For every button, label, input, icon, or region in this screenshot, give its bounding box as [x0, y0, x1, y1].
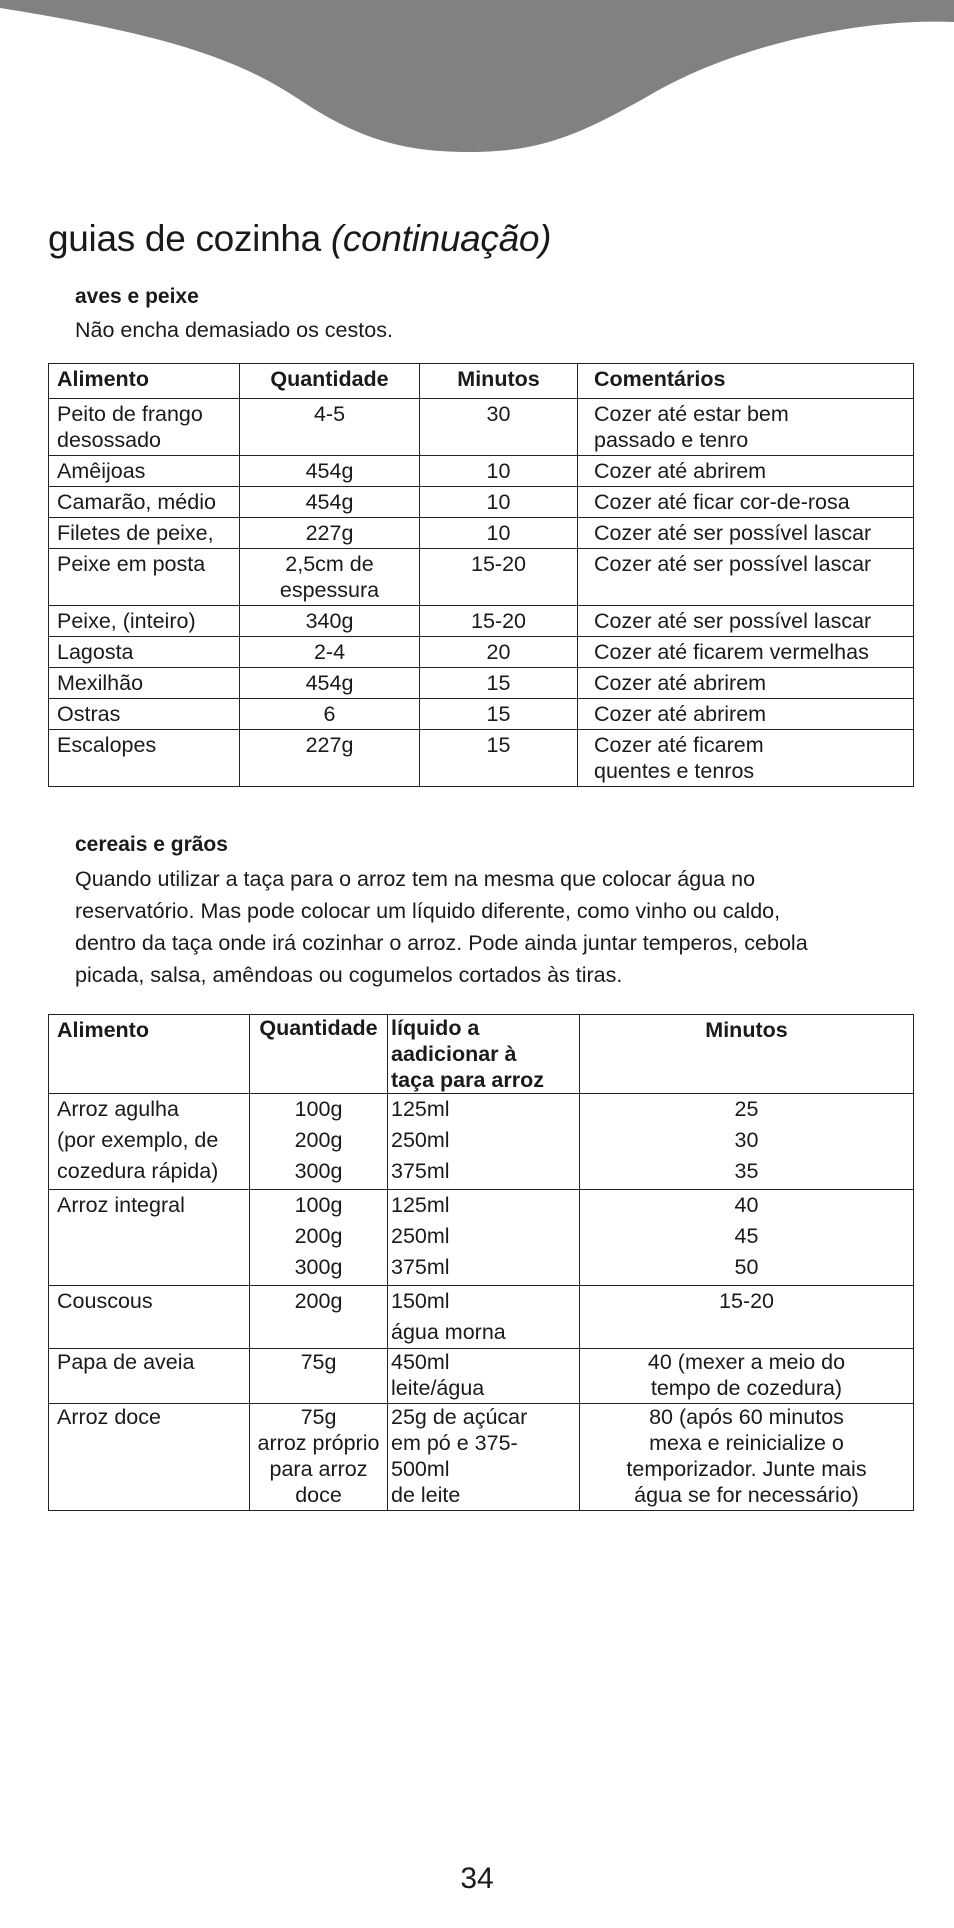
page-number: 34 [460, 1862, 494, 1895]
cell-line: 25g de açúcar [391, 1405, 528, 1429]
cell-liquid [388, 1094, 580, 1190]
cell-liquid [388, 1349, 580, 1404]
poultry-fish-table [48, 363, 914, 787]
cell-line: 45 [734, 1224, 759, 1248]
cell-line: 30 [734, 1128, 759, 1152]
cell-quantity [240, 399, 420, 456]
cell-comment [578, 699, 914, 730]
text-line: reservatório. Mas pode colocar um líquido diferente, como vinho ou caldo, [75, 899, 781, 923]
cell-quantity [240, 730, 420, 787]
cell-liquid [388, 1404, 580, 1511]
text-line: Quando utilizar a taça para o arroz tem na mesma que colocar água no [75, 867, 756, 891]
page-title-main: guias de cozinha [48, 218, 321, 259]
table-row [49, 606, 914, 637]
cell-food [49, 1190, 250, 1286]
cell-minutes: 30 [420, 399, 578, 456]
cell-line: Peixe, (inteiro) [57, 609, 196, 633]
cell-food [49, 399, 240, 456]
cell-line: passado e tenro [594, 428, 749, 452]
cell-line: Cozer até abrirem [594, 459, 767, 483]
cell-minutes: 20 [420, 637, 578, 668]
cell-line: doce [295, 1483, 342, 1507]
cell-line: 125ml [391, 1097, 450, 1121]
text-line: picada, salsa, amêndoas ou cogumelos cortados às tiras. [75, 963, 623, 987]
cell-liquid [388, 1190, 580, 1286]
cell-minutes: 15-20 [420, 606, 578, 637]
table-row [49, 668, 914, 699]
cell-line: 227g [305, 521, 354, 545]
cell-quantity [240, 606, 420, 637]
table-header-row [49, 1015, 914, 1094]
cell-line: Cozer até ficarem vermelhas [594, 640, 869, 664]
cell-food [49, 456, 240, 487]
cell-line: água se for necessário) [634, 1483, 859, 1507]
cell-line: Amêijoas [57, 459, 146, 483]
cell-quantity [250, 1404, 388, 1511]
column-header-food: Alimento [49, 1015, 250, 1094]
cell-minutes [580, 1094, 914, 1190]
cell-line: Cozer até ficarem [594, 733, 764, 757]
cell-line: 450ml [391, 1350, 450, 1374]
cell-liquid [388, 1286, 580, 1349]
cell-quantity [250, 1094, 388, 1190]
cell-line: 100g [294, 1097, 343, 1121]
cell-food [49, 1094, 250, 1190]
cell-line: Arroz doce [57, 1405, 161, 1429]
cell-line: desossado [57, 428, 161, 452]
cell-line: 6 [323, 702, 336, 726]
cell-line: 4-5 [313, 402, 346, 426]
header-line: taça para arroz [391, 1068, 544, 1092]
cell-line: 340g [305, 609, 354, 633]
cell-minutes: 15-20 [420, 549, 578, 606]
cell-food [49, 518, 240, 549]
table-row [49, 1094, 914, 1190]
cell-line: 250ml [391, 1224, 450, 1248]
cell-line: Couscous [57, 1289, 153, 1313]
cell-food [49, 606, 240, 637]
section-text-grains [75, 863, 915, 991]
grains-table [48, 1014, 914, 1511]
cell-line: para arroz [269, 1457, 368, 1481]
table-row [49, 399, 914, 456]
cell-line: Arroz integral [57, 1193, 185, 1217]
cell-food [49, 549, 240, 606]
cell-food [49, 637, 240, 668]
cell-line: 200g [294, 1128, 343, 1152]
cell-line: 50 [734, 1255, 759, 1279]
cell-comment [578, 399, 914, 456]
cell-quantity [240, 549, 420, 606]
cell-minutes: 15 [420, 730, 578, 787]
table-row [49, 699, 914, 730]
cell-line: Ostras [57, 702, 121, 726]
cell-line: 80 (após 60 minutos [649, 1405, 844, 1429]
cell-minutes [580, 1404, 914, 1511]
cell-food [49, 1286, 250, 1349]
page-title-sub: (continuação) [330, 218, 552, 259]
cell-line: Peito de frango [57, 402, 203, 426]
cell-line: Cozer até abrirem [594, 671, 767, 695]
column-header-food: Alimento [49, 364, 240, 399]
cell-minutes: 10 [420, 456, 578, 487]
table-row [49, 1404, 914, 1511]
table-row [49, 456, 914, 487]
cell-line: Cozer até ficar cor-de-rosa [594, 490, 850, 514]
cell-line: Cozer até ser possível lascar [594, 552, 872, 576]
cell-line: Cozer até ser possível lascar [594, 521, 872, 545]
cell-line: de leite [391, 1483, 461, 1507]
cell-line: 454g [305, 490, 354, 514]
column-header-liquid [388, 1015, 580, 1094]
cell-line: cozedura rápida) [57, 1159, 219, 1183]
cell-line: Peixe em posta [57, 552, 206, 576]
cell-comment [578, 730, 914, 787]
cell-line: 100g [294, 1193, 343, 1217]
cell-quantity [250, 1286, 388, 1349]
header-wave-band [0, 0, 954, 160]
cell-line: Arroz agulha [57, 1097, 179, 1121]
cell-line: tempo de cozedura) [650, 1376, 843, 1400]
table-row [49, 637, 914, 668]
column-header-minutes: Minutos [580, 1015, 914, 1094]
column-header-comments: Comentários [578, 364, 914, 399]
table-row [49, 1286, 914, 1349]
cell-line: arroz próprio [257, 1431, 380, 1455]
cell-line: 40 (mexer a meio do [647, 1350, 846, 1374]
cell-line: (por exemplo, de [57, 1128, 219, 1152]
cell-line: 35 [734, 1159, 759, 1183]
cell-food [49, 668, 240, 699]
cell-line: em pó e 375-500ml [391, 1431, 518, 1481]
cell-line: 300g [294, 1255, 343, 1279]
text-line: dentro da taça onde irá cozinhar o arroz. Pode ainda juntar temperos, cebola [75, 931, 808, 955]
cell-minutes: 10 [420, 518, 578, 549]
table-header-row [49, 364, 914, 399]
cell-line: 375ml [391, 1159, 450, 1183]
page-title [48, 218, 551, 260]
cell-line: leite/água [391, 1376, 485, 1400]
cell-line: 25 [734, 1097, 759, 1121]
table-row [49, 518, 914, 549]
column-header-minutes: Minutos [420, 364, 578, 399]
section-heading-grains: cereais e grãos [75, 833, 228, 856]
cell-line: 75g [300, 1405, 337, 1429]
cell-line: Cozer até ser possível lascar [594, 609, 872, 633]
cell-line: quentes e tenros [594, 759, 755, 783]
cell-quantity [240, 456, 420, 487]
cell-quantity [240, 518, 420, 549]
header-line: aadicionar à [391, 1042, 517, 1066]
cell-quantity [240, 637, 420, 668]
cell-line: Camarão, médio [57, 490, 216, 514]
cell-line: mexa e reinicialize o [649, 1431, 844, 1455]
cell-line: 375ml [391, 1255, 450, 1279]
cell-line: 2,5cm de [285, 552, 374, 576]
cell-quantity [240, 699, 420, 730]
cell-line: 300g [294, 1159, 343, 1183]
cell-minutes: 10 [420, 487, 578, 518]
cell-minutes [580, 1349, 914, 1404]
cell-line: 15-20 [719, 1289, 774, 1313]
cell-line: 2-4 [313, 640, 346, 664]
cell-line: 454g [305, 459, 354, 483]
cell-line: 250ml [391, 1128, 450, 1152]
cell-line: espessura [279, 578, 380, 602]
table-row [49, 1349, 914, 1404]
cell-food [49, 699, 240, 730]
cell-line: 200g [294, 1224, 343, 1248]
cell-line: Escalopes [57, 733, 157, 757]
cell-comment [578, 456, 914, 487]
cell-quantity [240, 487, 420, 518]
cell-line: Lagosta [57, 640, 134, 664]
cell-line: 200g [294, 1289, 343, 1313]
cell-comment [578, 606, 914, 637]
header-line: líquido a [391, 1016, 480, 1040]
cell-quantity [250, 1349, 388, 1404]
cell-line: Mexilhão [57, 671, 144, 695]
cell-line: Cozer até abrirem [594, 702, 767, 726]
column-header-quantity: Quantidade [250, 1015, 388, 1094]
cell-line: água morna [391, 1320, 506, 1344]
cell-comment [578, 668, 914, 699]
cell-line: 227g [305, 733, 354, 757]
cell-comment [578, 637, 914, 668]
cell-food [49, 487, 240, 518]
cell-food [49, 1349, 250, 1404]
table-row [49, 487, 914, 518]
cell-line: temporizador. Junte mais [626, 1457, 867, 1481]
cell-line: Cozer até estar bem [594, 402, 789, 426]
cell-line: 125ml [391, 1193, 450, 1217]
table-row [49, 549, 914, 606]
cell-line: 454g [305, 671, 354, 695]
cell-minutes: 15 [420, 668, 578, 699]
cell-line: 40 [734, 1193, 759, 1217]
section-note-poultry: Não encha demasiado os cestos. [75, 318, 393, 342]
cell-food [49, 1404, 250, 1511]
cell-quantity [250, 1190, 388, 1286]
cell-comment [578, 549, 914, 606]
section-heading-poultry: aves e peixe [75, 285, 199, 308]
table-row [49, 1190, 914, 1286]
cell-minutes: 15 [420, 699, 578, 730]
cell-food [49, 730, 240, 787]
cell-line: Papa de aveia [57, 1350, 195, 1374]
cell-comment [578, 487, 914, 518]
cell-line: 75g [300, 1350, 337, 1374]
cell-comment [578, 518, 914, 549]
table-row [49, 730, 914, 787]
cell-quantity [240, 668, 420, 699]
cell-line: 150ml [391, 1289, 450, 1313]
column-header-quantity: Quantidade [240, 364, 420, 399]
cell-minutes [580, 1190, 914, 1286]
cell-minutes [580, 1286, 914, 1349]
cell-line: Filetes de peixe, [57, 521, 214, 545]
